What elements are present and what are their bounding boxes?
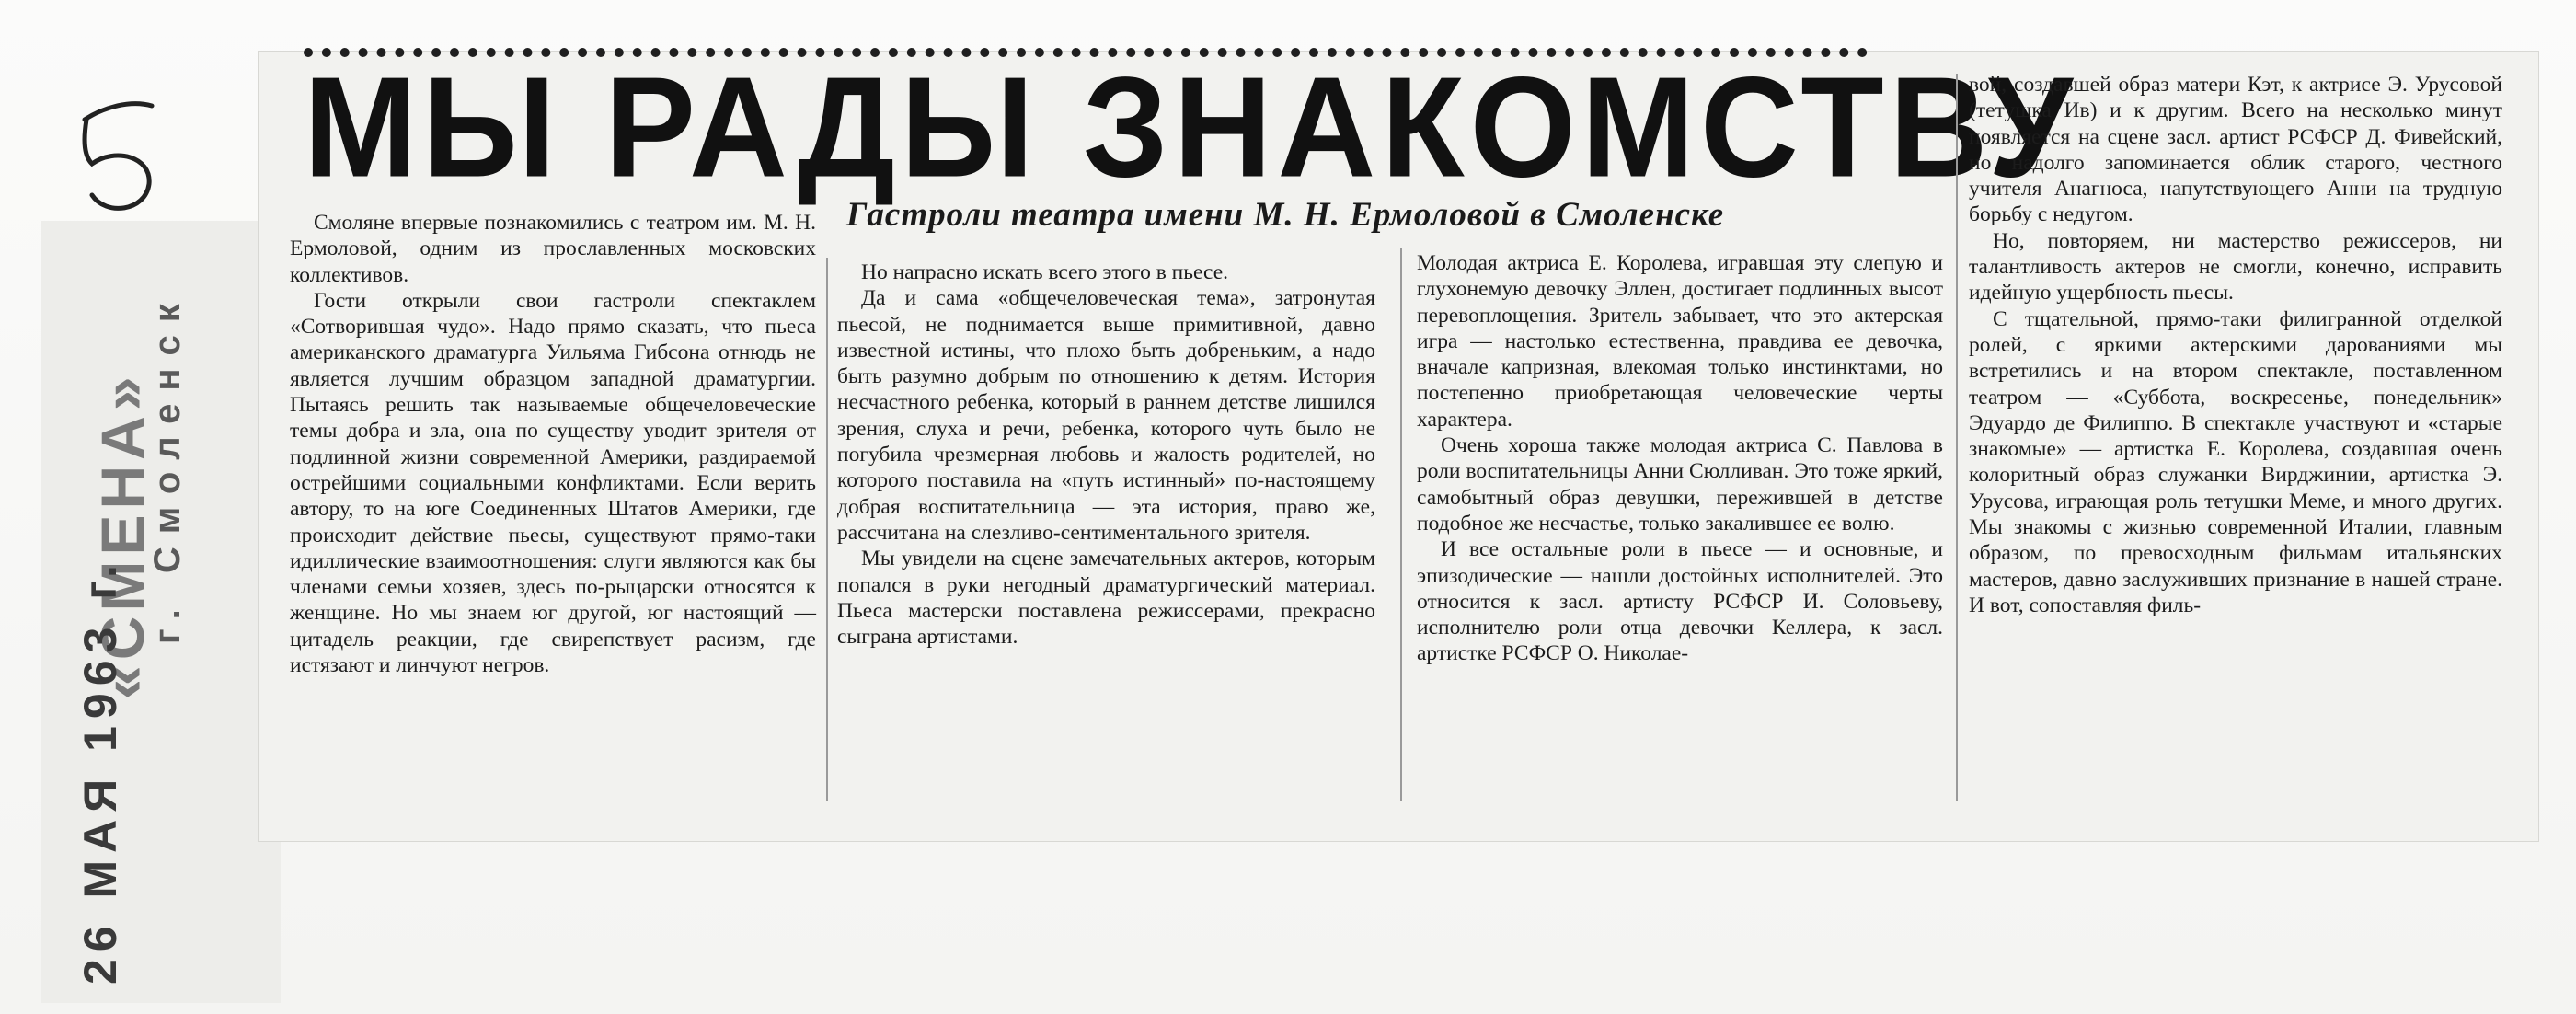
paragraph: Смоляне впервые познакомились с театром им. М. Н. Ермоловой, одним из прославленных московских коллективов. [290,211,816,287]
column-divider [826,258,828,801]
paragraph: И все остальные роли в пьесе — и основные, и эпизодические — нашли достойных исполнителей. Это относится к засл. артисту РСФСР И. Соловьеву, исполнителю роли отца девочки Келлера, к засл. артистке РСФСР О. Николае- [1417,537,1943,666]
paragraph: вой, создавшей образ матери Кэт, к актрисе Э. Урусовой (тетушка Ив) и к другим. Всего на несколько минут появляется на сцене засл. артист РСФСР Д. Фивейский, но надолго запоминается облик старого, честного учителя Анагноса, напутствующего Анни на трудную борьбу с недугом. [1969,73,2502,227]
article-column-4 [1969,72,2502,618]
paragraph: Но, повторяем, ни мастерство режиссеров, ни талантливость актеров не смогли, конечно, исправить идейную ущербность пьесы. [1969,228,2502,305]
paragraph: Да и сама «общечеловеческая тема», затронутая пьесой, не поднимается выше примитивной, давно известной истины, что плохо быть добреньким, а надо быть разумно добрым по отношению к детям. История несчастного ребенка, который в раннем детстве лишился зрения, слуха и речи, ребенка, которого чуть было не погубила чрезмерная любовь и жалость родителей, но которого поставила на «путь истинный» по-настоящему добрая воспитательница — эта история, право же, рассчитана на слезливо-сентиментального зрителя. [837,286,1375,545]
stamp-date: 26 МАЯ 1963 г. [75,558,126,985]
paragraph: Но напрасно искать всего этого в пьесе. [861,260,1228,284]
article-column-2 [837,259,1375,650]
handwritten-page-number [64,92,184,221]
paragraph: Очень хороша также молодая актриса С. Павлова в роли воспитательницы Анни Сюлливан. Это тоже яркий, самобытный образ девушки, пережившей в детстве подобное же несчастье, только закалившее ее волю. [1417,433,1943,536]
article-column-1 [290,210,816,678]
headline: МЫ РАДЫ ЗНАКОМСТВУ [304,47,2078,208]
paragraph: Мы увидели на сцене замечательных актеров, которым попался в руки негодный драматургический материал. Пьеса мастерски поставлена режиссерами, прекрасно сыграна артистами. [837,547,1375,650]
paragraph: С тщательной, прямо-таки филигранной отделкой ролей, с яркими актерскими дарованиями мы встретились и на втором спектакле, поставленном театром — «Суббота, воскресенье, понедельник» Эдуардо де Филиппо. В спектакле участвуют и «старые знакомые» — артистка Е. Королева, создавшая очень колоритный образ служанки Вирджинии, артистка Э. Урусова, играющая роль тетушки Меме, и много других. Мы знакомы с жизнью современной Италии, главным образом, по превосходным фильмам итальянских мастеров, давно заслуживших признание в нашей стране. И вот, сопоставляя филь- [1969,306,2502,617]
paragraph: Гости открыли свои гастроли спектаклем «Сотворившая чудо». Надо прямо сказать, что пьеса американского драматурга Уильяма Гибсона отнюдь не является лучшим образцом западной драматургии. Пытаясь решить так называемые общечеловеческие темы добра и зла, она по существу уводит зрителя от подлинной жизни современной Америки, раздираемой острейшими социальными конфликтами. Если верить автору, то на юге Соединенных Штатов Америки, где происходит действие пьесы, существуют прямо-таки идиллические взаимоотношения: слуги являются как бы членами семьи хозяев, здесь по-рыцарски относятся к женщине. Но мы знаем юг другой, юг настоящий — цитадель реакции, где свирепствует расизм, где истязают и линчуют негров. [290,288,816,678]
stamp-newspaper-name: «СМЕНА» [88,371,156,699]
column-divider [1400,248,1402,801]
stamp-city: г. Смоленск [147,291,188,644]
paragraph: Молодая актриса Е. Королева, игравшая эту слепую и глухонемую девочку Эллен, достигает подлинных высот перевоплощения. Зритель забывает, что это актерская игра — настолько естественна, правдива ее девочка, вначале капризная, влекомая только инстинктами, но постепенно приобретающая человеческие черты характера. [1417,251,1943,432]
column-divider [1956,74,1958,801]
subheadline: Гастроли театра имени М. Н. Ермоловой в Смоленске [846,196,1725,234]
article-column-3 [1417,250,1943,667]
